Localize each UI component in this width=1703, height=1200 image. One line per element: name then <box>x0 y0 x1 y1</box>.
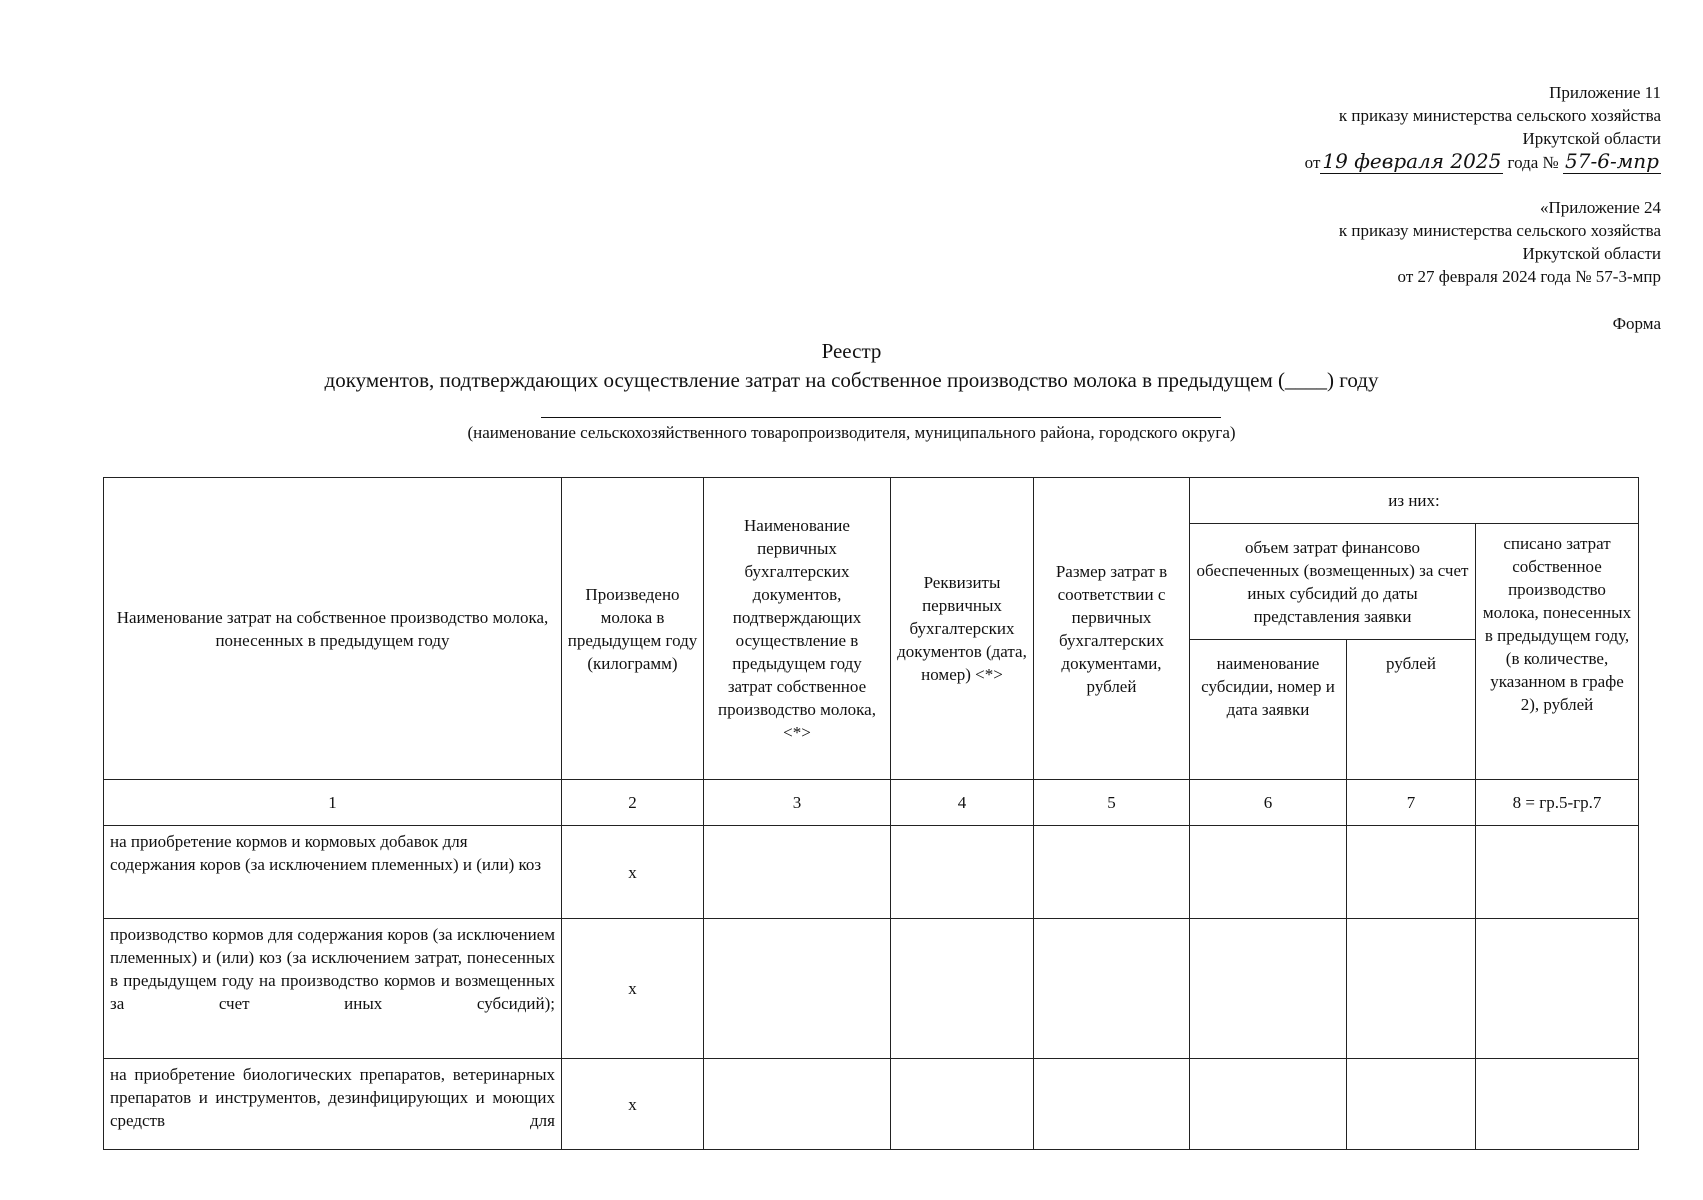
form-label: Форма <box>1612 314 1661 333</box>
cost-name-cell: на приобретение кормов и кормовых добавок для содержания коров (за исключением племенных) и (или) коз <box>104 826 562 919</box>
empty-cell <box>704 826 891 919</box>
header-written-off: списано затрат собственное производство молока, понесенных в предыдущем году, (в количестве, указанном в графе 2), рублей <box>1476 524 1639 780</box>
header-document-details: Реквизиты первичных бухгалтерских документов (дата, номер) <*> <box>891 478 1034 780</box>
column-number: 7 <box>1347 780 1476 826</box>
header-of-them: из них: <box>1190 478 1639 524</box>
empty-cell <box>1034 1059 1190 1150</box>
original-date-line: от 27 февраля 2024 года № 57-3-мпр <box>1397 267 1661 286</box>
original-appendix-number: «Приложение 24 <box>1540 198 1661 217</box>
empty-cell <box>1034 919 1190 1059</box>
empty-cell <box>1190 826 1347 919</box>
empty-cell <box>1190 1059 1347 1150</box>
header-milk-produced: Произведено молока в предыдущем году (килограмм) <box>562 478 704 780</box>
column-number: 5 <box>1034 780 1190 826</box>
column-number: 4 <box>891 780 1034 826</box>
empty-cell <box>1190 919 1347 1059</box>
column-number: 1 <box>104 780 562 826</box>
empty-cell <box>1347 826 1476 919</box>
document-title: Реестр <box>821 339 882 363</box>
header-other-subsidies: объем затрат финансово обеспеченных (возмещенных) за счет иных субсидий до даты представления заявки <box>1190 524 1476 640</box>
table-row <box>104 826 1639 919</box>
from-prefix: от <box>1304 153 1321 172</box>
column-number: 6 <box>1190 780 1347 826</box>
column-number-row <box>104 780 1639 826</box>
registry-table <box>103 477 1639 1150</box>
header-row-1 <box>104 478 1639 524</box>
original-region: Иркутской области <box>1522 244 1661 263</box>
header-rubles: рублей <box>1347 640 1476 780</box>
empty-cell <box>704 919 891 1059</box>
cost-name-cell: на приобретение биологических препаратов, ветеринарных препаратов и инструментов, дезинфицирующих и моющих средств для <box>104 1059 562 1150</box>
table-row <box>104 1059 1639 1150</box>
original-order-ref: к приказу министерства сельского хозяйства <box>1338 221 1661 240</box>
handwritten-order-number: 57-6-мпр <box>1565 149 1659 173</box>
empty-cell <box>1347 1059 1476 1150</box>
empty-cell <box>1476 826 1639 919</box>
header-subsidy-name: наименование субсидии, номер и дата заявки <box>1190 640 1347 780</box>
header-document-names: Наименование первичных бухгалтерских документов, подтверждающих осуществление в предыдущем году затрат собственное производство молока,<*> <box>704 478 891 780</box>
header-cost-amount: Размер затрат в соответствии с первичных бухгалтерских документами, рублей <box>1034 478 1190 780</box>
empty-cell <box>891 1059 1034 1150</box>
milk-produced-cell: х <box>562 826 704 919</box>
column-number: 8 = гр.5-гр.7 <box>1476 780 1639 826</box>
table-row <box>104 919 1639 1059</box>
empty-cell <box>1476 919 1639 1059</box>
cost-name-cell: производство кормов для содержания коров (за исключением племенных) и (или) коз (за исключением затрат, понесенных в предыдущем году на производство кормов и возмещенных за счет иных субсидий); <box>104 919 562 1059</box>
document-subtitle: документов, подтверждающих осуществление затрат на собственное производство молока в предыдущем (____) году <box>324 368 1379 392</box>
milk-produced-cell: х <box>562 1059 704 1150</box>
appendix-order-ref: к приказу министерства сельского хозяйства <box>1338 106 1661 125</box>
empty-cell <box>1034 826 1190 919</box>
handwritten-date: 19 февраля 2025 <box>1322 149 1502 173</box>
column-number: 2 <box>562 780 704 826</box>
appendix-number: Приложение 11 <box>1549 83 1661 102</box>
appendix-current-block <box>1305 81 1661 174</box>
empty-cell <box>891 826 1034 919</box>
appendix-region: Иркутской области <box>1522 129 1661 148</box>
name-caption: (наименование сельскохозяйственного товаропроизводителя, муниципального района, городского округа) <box>467 423 1236 442</box>
empty-cell <box>1347 919 1476 1059</box>
appendix-date-line <box>1305 150 1661 174</box>
empty-cell <box>891 919 1034 1059</box>
column-number: 3 <box>704 780 891 826</box>
name-fill-line <box>541 417 1221 418</box>
milk-produced-cell: х <box>562 919 704 1059</box>
empty-cell <box>704 1059 891 1150</box>
appendix-original-block <box>1339 196 1661 288</box>
empty-cell <box>1476 1059 1639 1150</box>
header-cost-name: Наименование затрат на собственное производство молока, понесенных в предыдущем году <box>104 478 562 780</box>
year-number-label: года № <box>1507 153 1559 172</box>
